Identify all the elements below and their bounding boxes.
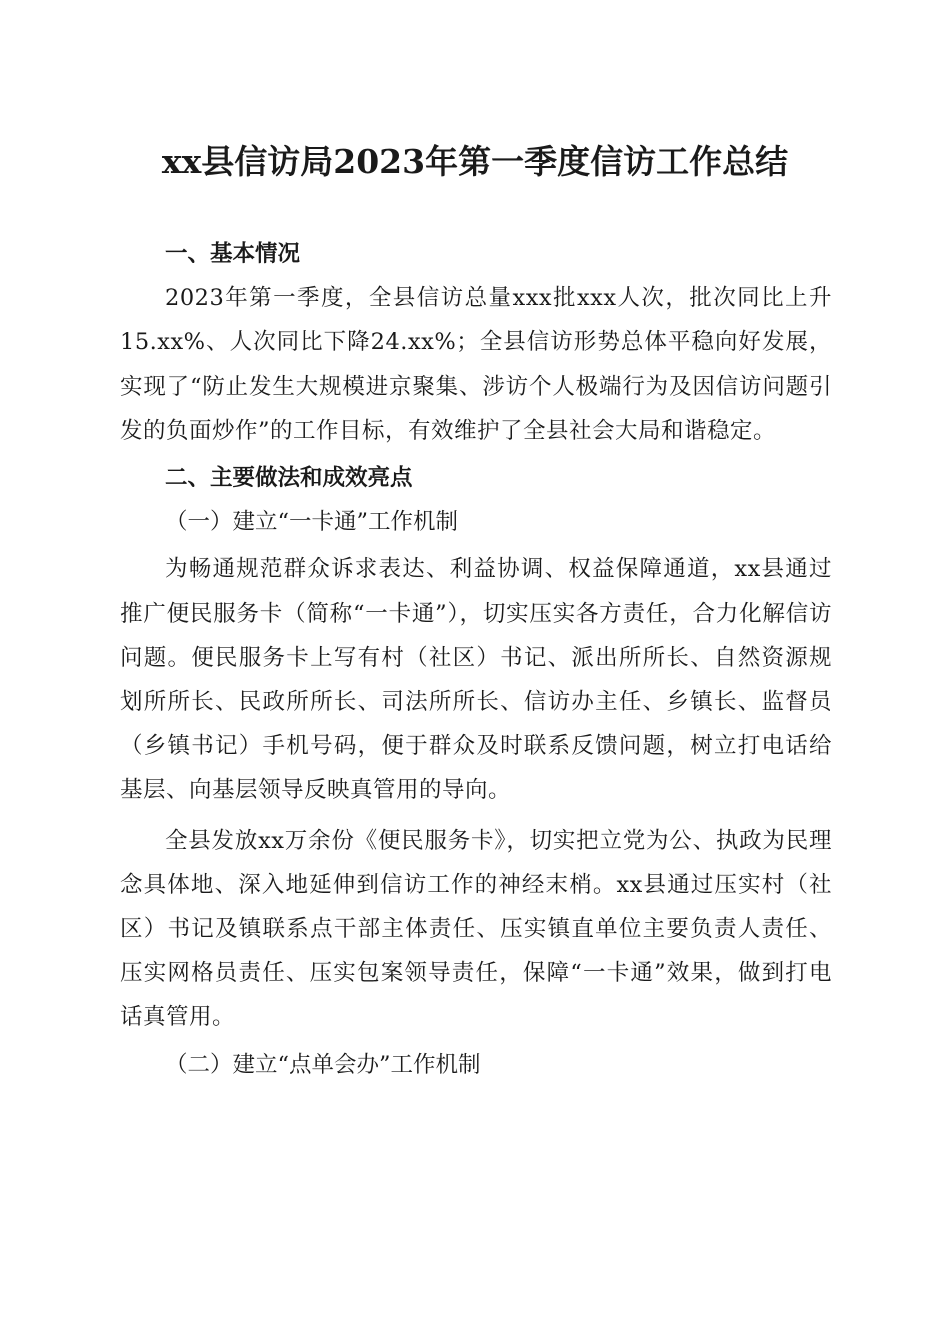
paragraph-one-card-distribution: 全县发放xx万余份《便民服务卡》，切实把立党为公、执政为民理念具体地、深入地延伸到信访工作的神经末梢。xx县通过压实村（社区）书记及镇联系点干部主体责任、压实镇直单位主要负责人责任、压实网格员责任、压实包案领导责任，保障“一卡通”效果，做到打电话真管用。 [120, 827, 832, 1031]
subsection-heading-order-handling: （二）建立“点单会办”工作机制 [165, 1051, 481, 1078]
paragraph-one-card-intro: 为畅通规范群众诉求表达、利益协调、权益保障通道，xx县通过推广便民服务卡（简称“一卡通”），切实压实各方责任，合力化解信访问题。便民服务卡上写有村（社区）书记、派出所所长、自然资源规划所所长、民政所所长、司法所所长、信访办主任、乡镇长、监督员（乡镇书记）手机号码，便于群众及时联系反馈问题，树立打电话给基层、向基层领导反映真管用的导向。 [120, 556, 832, 804]
subsection-heading-one-card: （一）建立“一卡通”工作机制 [165, 509, 459, 536]
paragraph-basic-situation: 2023年第一季度，全县信访总量xxx批xxx人次，批次同比上升15.xx%、人次同比下降24.xx%；全县信访形势总体平稳向好发展，实现了“防止发生大规模进京聚集、涉访个人极端行为及因信访问题引发的负面炒作”的工作目标，有效维护了全县社会大局和谐稳定。 [120, 285, 832, 444]
document-title: xx县信访局2023年第一季度信访工作总结 [161, 142, 789, 181]
section-heading-basic-situation: 一、基本情况 [165, 241, 301, 267]
document-body [120, 232, 832, 1087]
section-heading-main-practices: 二、主要做法和成效亮点 [165, 465, 413, 492]
